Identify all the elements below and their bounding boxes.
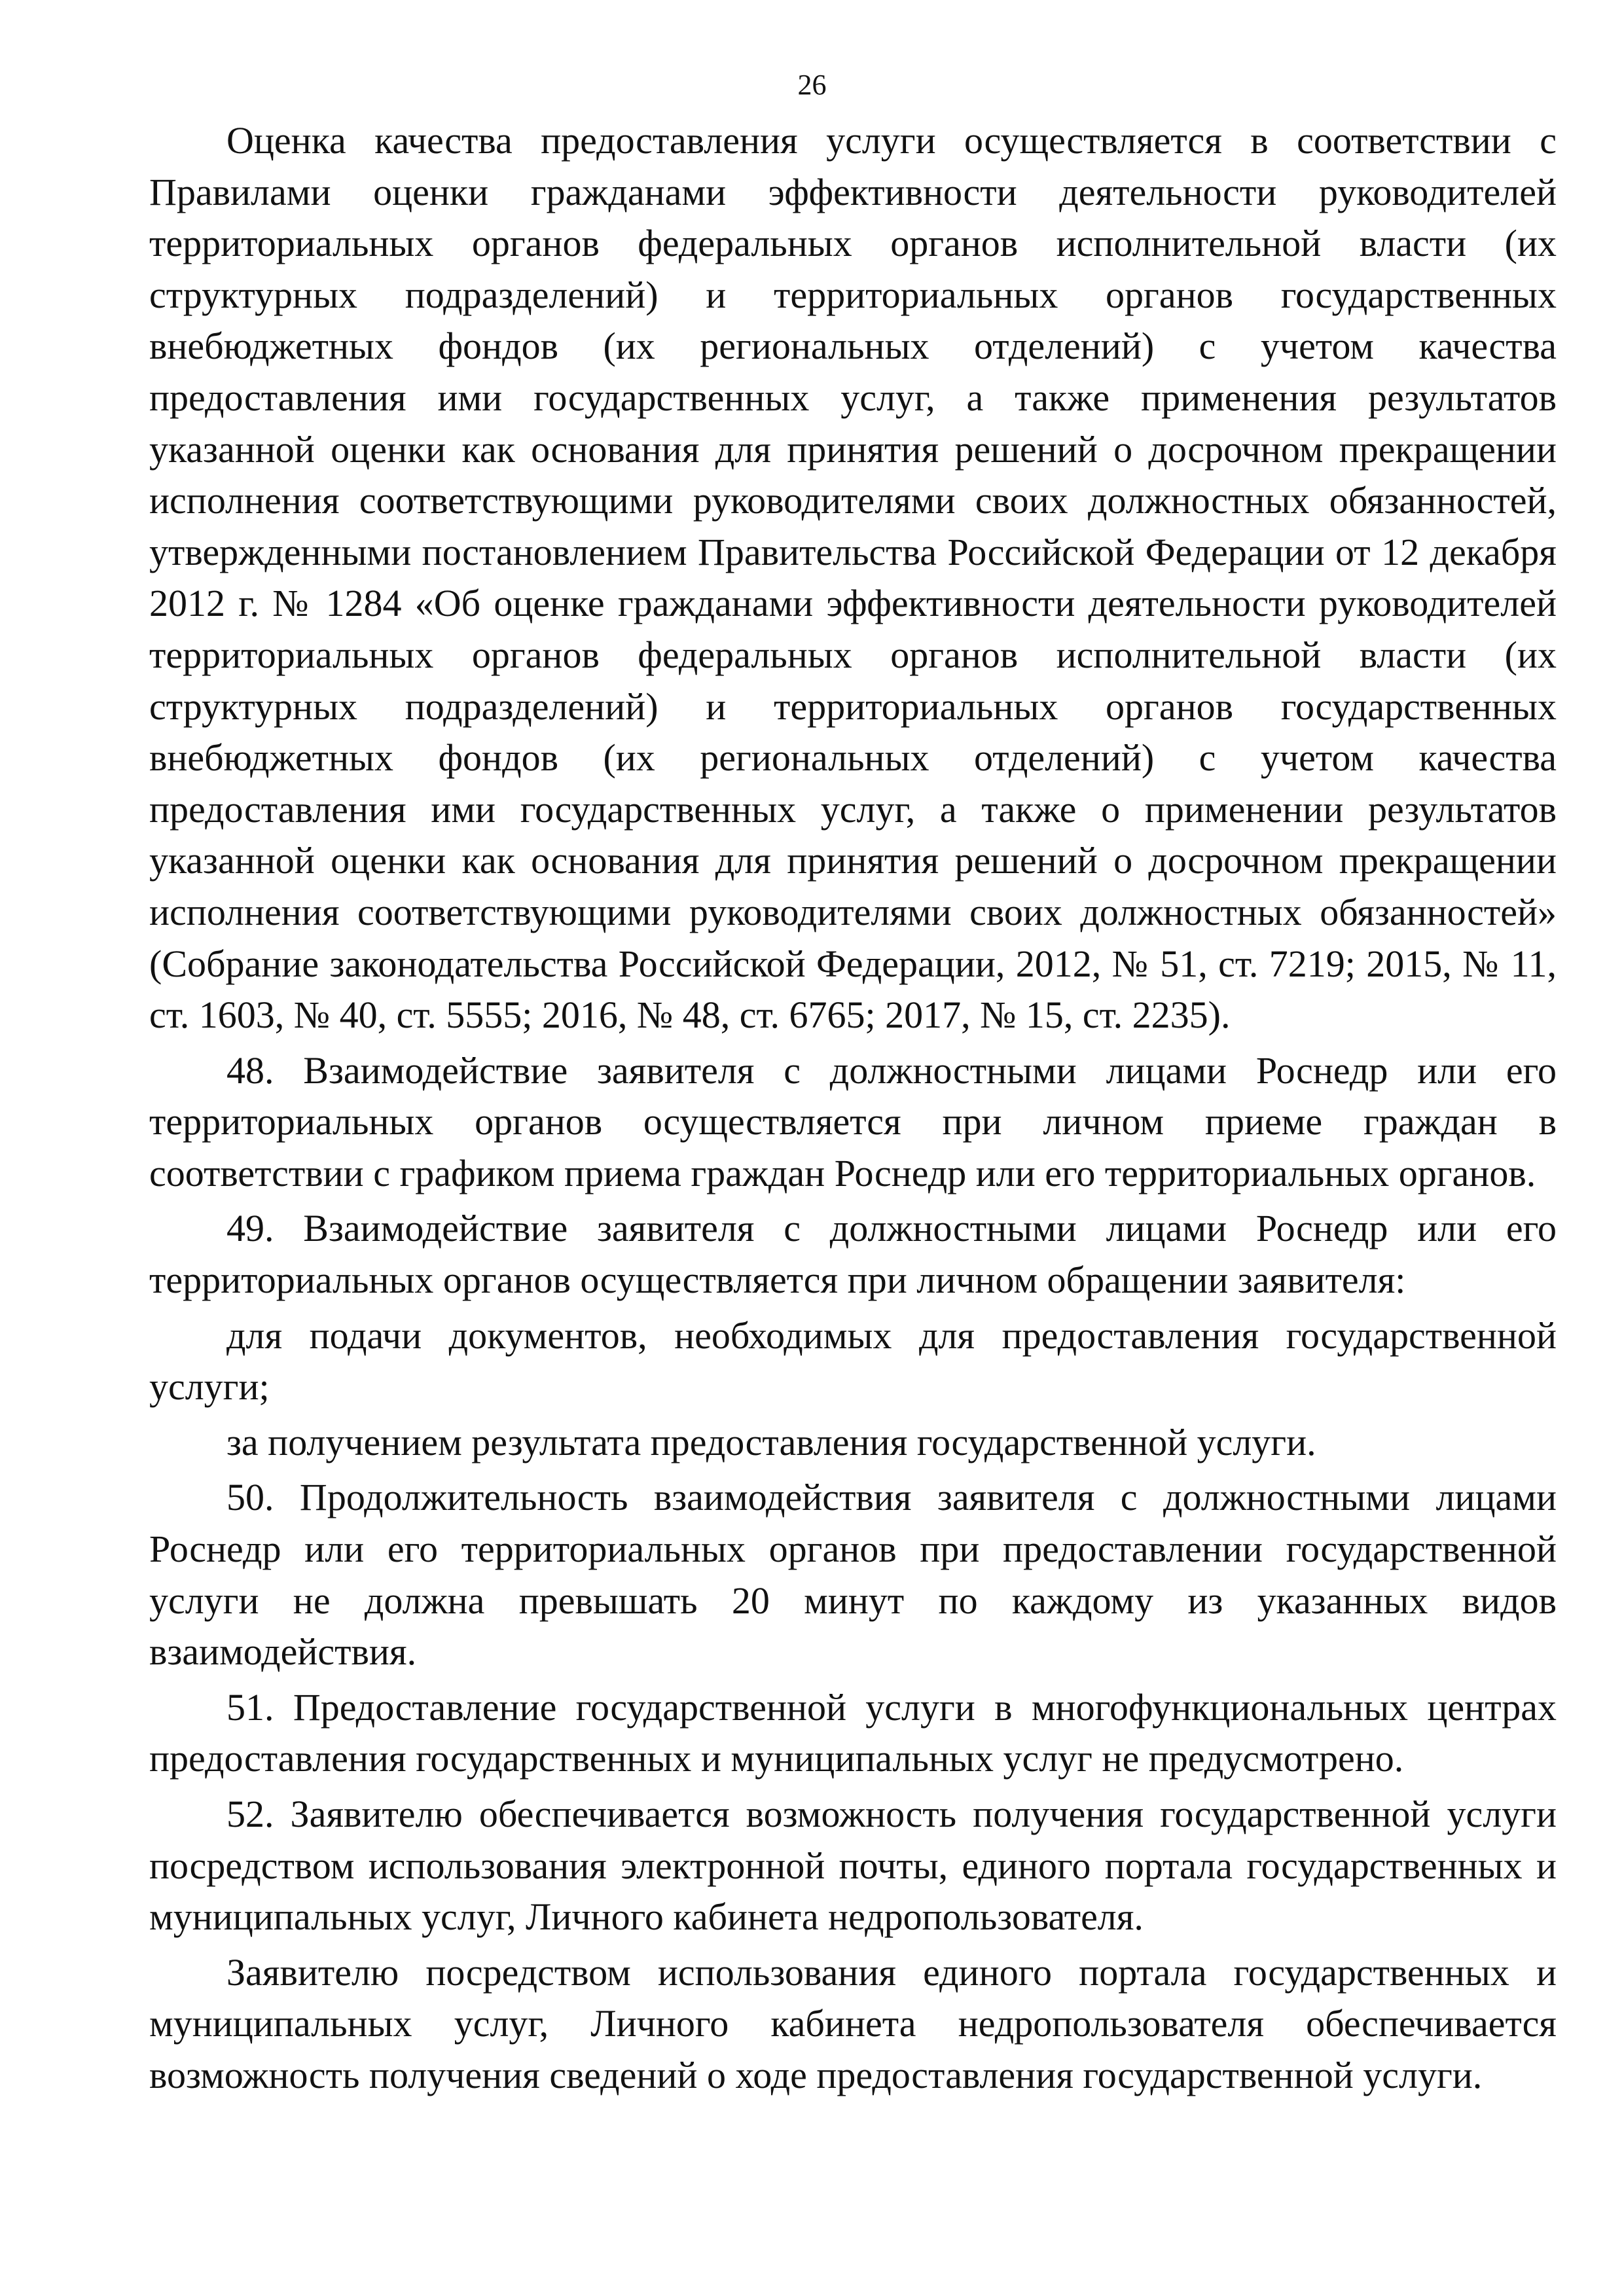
paragraph-49-item-result: за получением результата предоставления государственной услуги. [226, 1420, 1316, 1463]
document-body [149, 115, 1557, 2102]
paragraph-51: 51. Предоставление государственной услуги в многофункциональных центрах предоставления государственных и муниципальных услуг не предусмотрено. [149, 1685, 1557, 1780]
paragraph-52: 52. Заявителю обеспечивается возможность получения государственной услуги посредством использования электронной почты, единого портала государственных и муниципальных услуг, Личного кабинета недропользователя. [149, 1793, 1557, 1939]
paragraph-50: 50. Продолжительность взаимодействия заявителя с должностными лицами Роснедр или его территориальных органов при предоставлении государственной услуги не должна превышать 20 минут по каждому из указанных видов взаимодействия. [149, 1476, 1557, 1674]
paragraph-49-item-submission: для подачи документов, необходимых для предоставления государственной услуги; [149, 1314, 1557, 1408]
paragraph-48: 48. Взаимодействие заявителя с должностными лицами Роснедр или его территориальных органов осуществляется при личном приеме граждан в соответствии с графиком приема граждан Роснедр или его территориальных органов. [149, 1049, 1557, 1194]
paragraph-52-status-info: Заявителю посредством использования единого портала государственных и муниципальных услуг, Личного кабинета недропользователя обеспечивается возможность получения сведений о ходе предоставления государственной услуги. [149, 1950, 1557, 2096]
page-number: 26 [797, 69, 827, 101]
paragraph-49: 49. Взаимодействие заявителя с должностными лицами Роснедр или его территориальных органов осуществляется при личном обращении заявителя: [149, 1207, 1557, 1302]
paragraph-quality-assessment: Оценка качества предоставления услуги осуществляется в соответствии с Правилами оценки гражданами эффективности деятельности руководителей территориальных органов федеральных органов исполнительной власти (их структурных подразделений) и территориальных органов государственных внебюджетных фондов (их региональных отделений) с учетом качества предоставления ими государственных услуг, а также применения результатов указанной оценки как основания для принятия решений о досрочном прекращении исполнения соответствующими руководителями своих должностных обязанностей, утвержденными постановлением Правительства Российской Федерации от 12 декабря 2012 г. № 1284 «Об оценке гражданами эффективности деятельности руководителей территориальных органов федеральных органов исполнительной власти (их структурных подразделений) и территориальных органов государственных внебюджетных фондов (их региональных отделений) с учетом качества предоставления ими государственных услуг, а также о применении результатов указанной оценки как основания для принятия решений о досрочном прекращении исполнения соответствующими руководителями своих должностных обязанностей» (Собрание законодательства Российской Федерации, 2012, № 51, ст. 7219; 2015, № 11, ст. 1603, № 40, ст. 5555; 2016, № 48, ст. 6765; 2017, № 15, ст. 2235). [149, 119, 1557, 1037]
